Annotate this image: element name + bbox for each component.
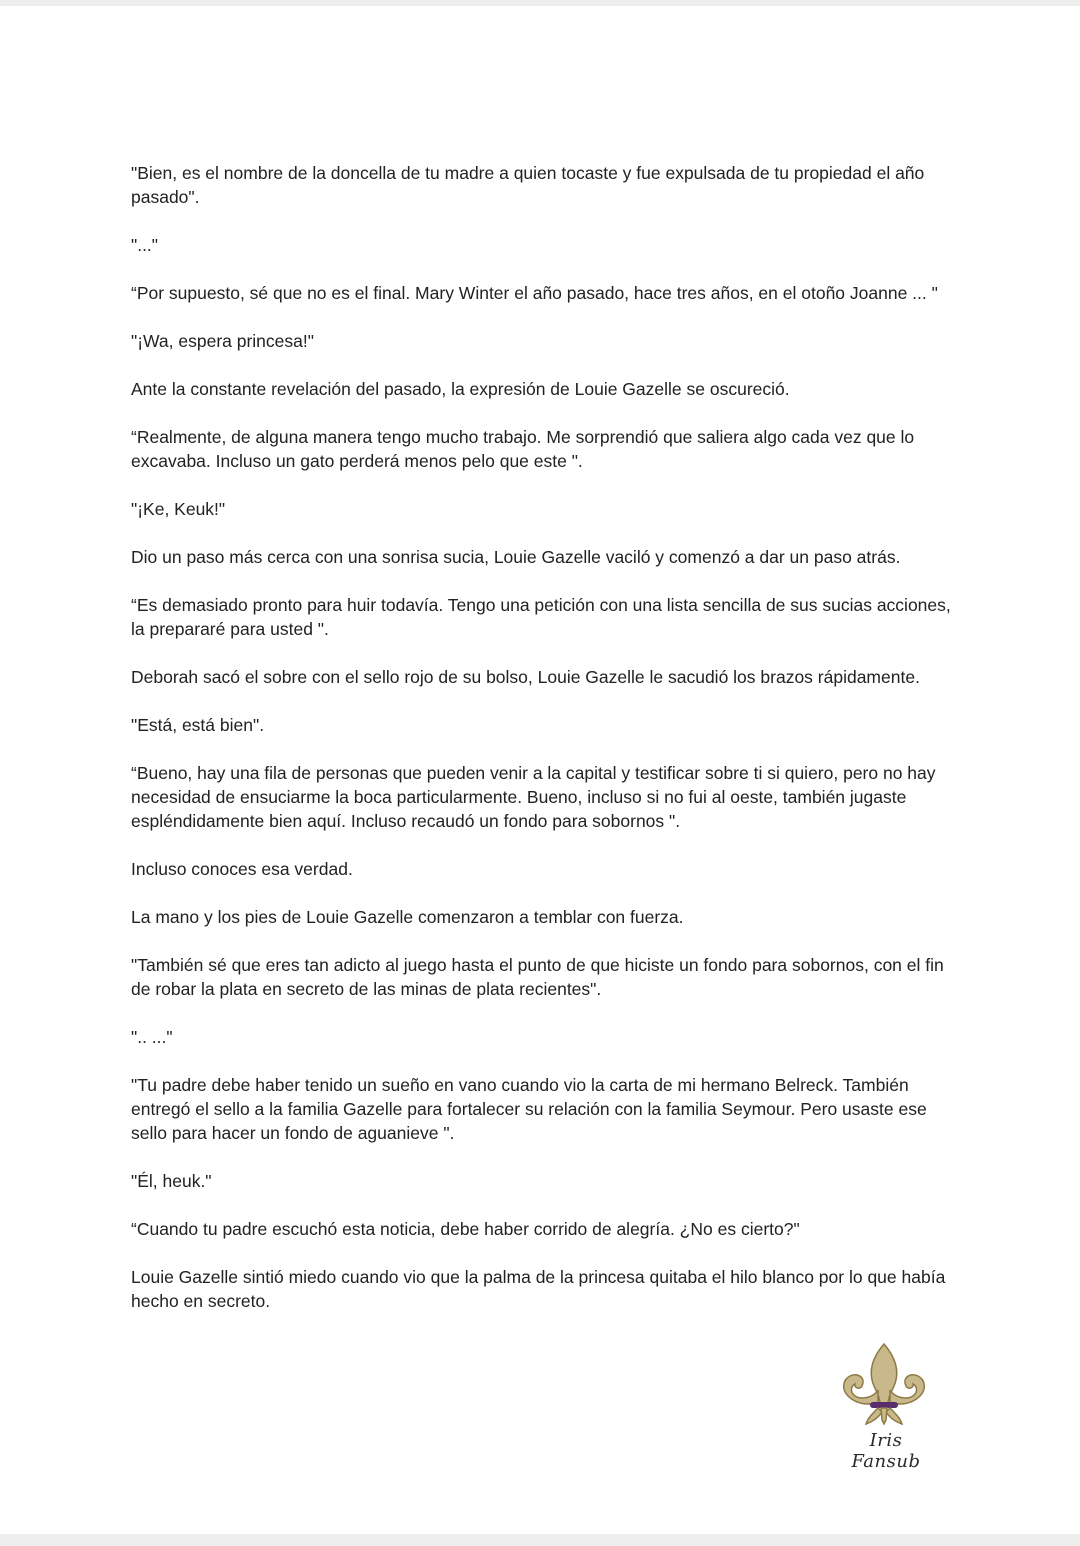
watermark-text: Iris Fansub: [851, 1430, 921, 1472]
paragraph: “Realmente, de alguna manera tengo mucho trabajo. Me sorprendió que saliera algo cada vez que lo excavaba. Incluso un gato perderá menos pelo que este ".: [131, 427, 919, 471]
paragraph: La mano y los pies de Louie Gazelle comenzaron a temblar con fuerza.: [131, 907, 684, 927]
paragraph: "Está, está bien".: [131, 715, 265, 735]
paragraph: Ante la constante revelación del pasado, la expresión de Louie Gazelle se oscureció.: [131, 379, 790, 399]
paragraph: “Es demasiado pronto para huir todavía. Tengo una petición con una lista sencilla de sus sucias acciones, la prepararé para usted ".: [131, 595, 956, 639]
paragraph: Deborah sacó el sobre con el sello rojo de su bolso, Louie Gazelle le sacudió los brazos rápidamente.: [131, 667, 920, 687]
paragraph: Louie Gazelle sintió miedo cuando vio que la palma de la princesa quitaba el hilo blanco por lo que había hecho en secreto.: [131, 1267, 951, 1311]
paragraph: "También sé que eres tan adicto al juego hasta el punto de que hiciste un fondo para sobornos, con el fin de robar la plata en secreto de las minas de plata recientes".: [131, 955, 949, 999]
document-body: [131, 161, 961, 1337]
paragraph: Dio un paso más cerca con una sonrisa sucia, Louie Gazelle vaciló y comenzó a dar un paso atrás.: [131, 547, 901, 567]
paragraph: "Bien, es el nombre de la doncella de tu madre a quien tocaste y fue expulsada de tu propiedad el año pasado".: [131, 163, 930, 207]
paragraph: “Por supuesto, sé que no es el final. Mary Winter el año pasado, hace tres años, en el otoño Joanne ... ": [131, 283, 938, 303]
paragraph: "...": [131, 235, 159, 255]
document-page: [0, 6, 1080, 1534]
fleur-de-lis-icon: [834, 1342, 934, 1428]
paragraph: "¡Ke, Keuk!": [131, 499, 226, 519]
paragraph: “Bueno, hay una fila de personas que pueden venir a la capital y testificar sobre ti si quiero, pero no hay necesidad de ensuciarme la boca particularmente. Bueno, incluso si no fui al oeste, también jugaste espléndidamente bien aquí. Incluso recaudó un fondo para sobornos ".: [131, 763, 941, 831]
watermark: [834, 1342, 934, 1472]
paragraph: ".. ...": [131, 1027, 173, 1047]
paragraph: “Cuando tu padre escuchó esta noticia, debe haber corrido de alegría. ¿No es cierto?": [131, 1219, 800, 1239]
paragraph: Incluso conoces esa verdad.: [131, 859, 353, 879]
paragraph: "Tu padre debe haber tenido un sueño en vano cuando vio la carta de mi hermano Belreck. También entregó el sello a la familia Gazelle para fortalecer su relación con la familia Seymour. Pero usaste ese sello para hacer un fondo de aguanieve ".: [131, 1075, 932, 1143]
paragraph: "Él, heuk.": [131, 1171, 212, 1191]
paragraph: "¡Wa, espera princesa!": [131, 331, 314, 351]
